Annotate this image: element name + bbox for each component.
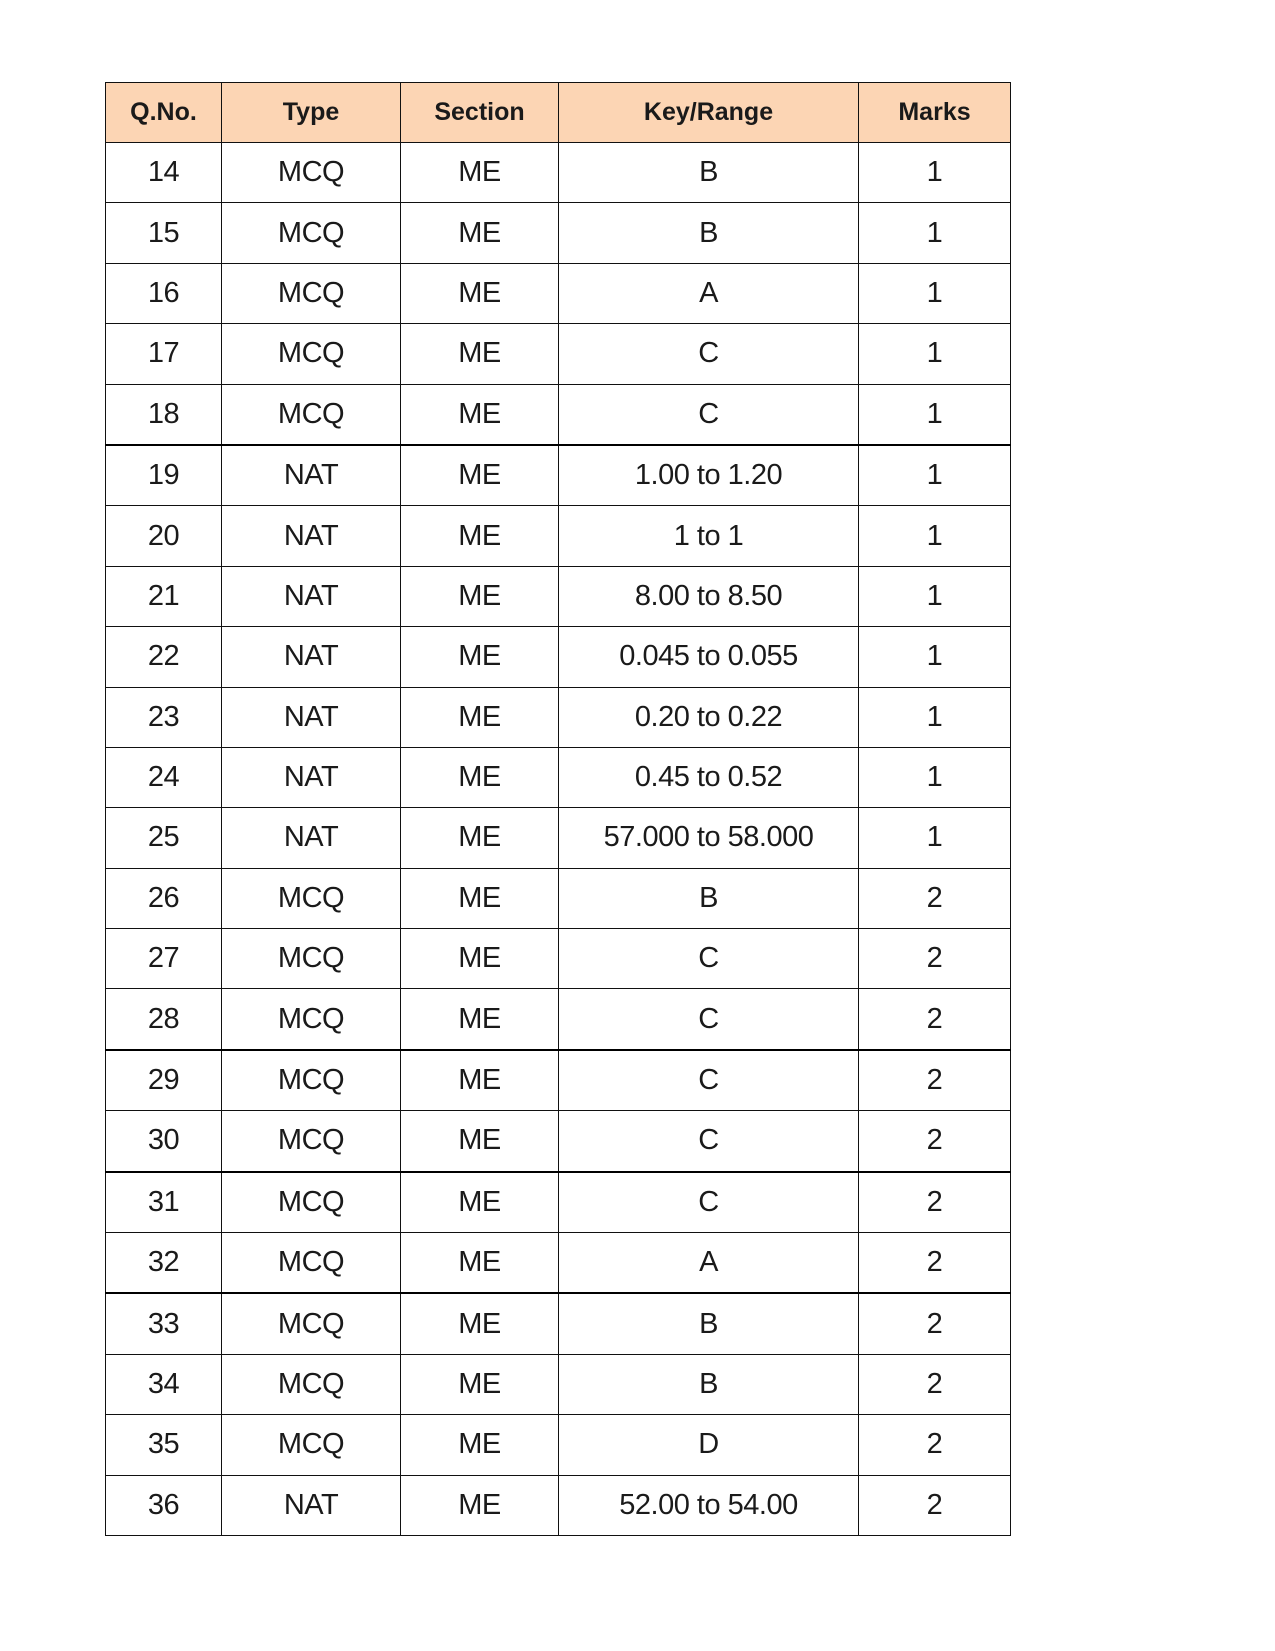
cell-key: 0.20 to 0.22 <box>559 687 859 747</box>
cell-marks: 1 <box>859 506 1011 566</box>
cell-qno: 30 <box>106 1111 222 1172</box>
cell-qno: 28 <box>106 989 222 1050</box>
cell-type: NAT <box>222 445 401 506</box>
table-row <box>106 868 1011 928</box>
cell-marks: 1 <box>859 747 1011 807</box>
cell-section: ME <box>401 1172 559 1233</box>
table-row <box>106 808 1011 868</box>
cell-type: MCQ <box>222 868 401 928</box>
table-row <box>106 445 1011 506</box>
cell-key: D <box>559 1415 859 1475</box>
cell-type: MCQ <box>222 929 401 989</box>
cell-marks: 1 <box>859 566 1011 626</box>
cell-key: 0.045 to 0.055 <box>559 627 859 687</box>
cell-marks: 1 <box>859 203 1011 263</box>
cell-type: MCQ <box>222 989 401 1050</box>
cell-marks: 2 <box>859 1111 1011 1172</box>
cell-type: NAT <box>222 747 401 807</box>
cell-type: MCQ <box>222 1354 401 1414</box>
cell-marks: 1 <box>859 324 1011 384</box>
header-section: Section <box>401 83 559 143</box>
table-header <box>106 83 1011 143</box>
cell-section: ME <box>401 989 559 1050</box>
cell-section: ME <box>401 1475 559 1535</box>
cell-type: MCQ <box>222 1172 401 1233</box>
cell-marks: 2 <box>859 1415 1011 1475</box>
answer-key-table <box>105 82 1011 1536</box>
cell-type: MCQ <box>222 384 401 445</box>
cell-type: NAT <box>222 1475 401 1535</box>
cell-key: B <box>559 203 859 263</box>
table-row <box>106 989 1011 1050</box>
cell-qno: 18 <box>106 384 222 445</box>
header-key-range: Key/Range <box>559 83 859 143</box>
cell-marks: 1 <box>859 687 1011 747</box>
table-row <box>106 1050 1011 1111</box>
cell-qno: 24 <box>106 747 222 807</box>
cell-type: MCQ <box>222 1111 401 1172</box>
cell-marks: 1 <box>859 445 1011 506</box>
cell-qno: 15 <box>106 203 222 263</box>
cell-key: C <box>559 384 859 445</box>
cell-qno: 22 <box>106 627 222 687</box>
cell-type: NAT <box>222 627 401 687</box>
cell-section: ME <box>401 1293 559 1354</box>
cell-marks: 2 <box>859 1475 1011 1535</box>
table-row <box>106 1293 1011 1354</box>
cell-key: 1 to 1 <box>559 506 859 566</box>
cell-type: MCQ <box>222 203 401 263</box>
header-row <box>106 83 1011 143</box>
cell-qno: 31 <box>106 1172 222 1233</box>
table-row <box>106 506 1011 566</box>
cell-section: ME <box>401 566 559 626</box>
cell-key: B <box>559 1354 859 1414</box>
cell-qno: 21 <box>106 566 222 626</box>
cell-section: ME <box>401 384 559 445</box>
table-row <box>106 384 1011 445</box>
cell-type: NAT <box>222 808 401 868</box>
cell-section: ME <box>401 1415 559 1475</box>
cell-section: ME <box>401 324 559 384</box>
header-type: Type <box>222 83 401 143</box>
cell-marks: 2 <box>859 1354 1011 1414</box>
cell-type: MCQ <box>222 1415 401 1475</box>
cell-qno: 29 <box>106 1050 222 1111</box>
cell-type: MCQ <box>222 1293 401 1354</box>
cell-section: ME <box>401 1111 559 1172</box>
cell-qno: 36 <box>106 1475 222 1535</box>
cell-qno: 27 <box>106 929 222 989</box>
table-row <box>106 1233 1011 1294</box>
table-row <box>106 324 1011 384</box>
cell-qno: 33 <box>106 1293 222 1354</box>
table-row <box>106 929 1011 989</box>
cell-qno: 19 <box>106 445 222 506</box>
cell-marks: 2 <box>859 868 1011 928</box>
table-row <box>106 263 1011 323</box>
cell-marks: 1 <box>859 143 1011 203</box>
cell-section: ME <box>401 808 559 868</box>
cell-section: ME <box>401 263 559 323</box>
cell-marks: 2 <box>859 1050 1011 1111</box>
cell-key: 52.00 to 54.00 <box>559 1475 859 1535</box>
cell-key: B <box>559 143 859 203</box>
cell-section: ME <box>401 1050 559 1111</box>
cell-type: NAT <box>222 506 401 566</box>
table-row <box>106 143 1011 203</box>
cell-marks: 2 <box>859 1172 1011 1233</box>
cell-marks: 1 <box>859 808 1011 868</box>
cell-type: NAT <box>222 566 401 626</box>
table-row <box>106 747 1011 807</box>
table-row <box>106 1475 1011 1535</box>
cell-section: ME <box>401 1354 559 1414</box>
cell-key: B <box>559 1293 859 1354</box>
cell-section: ME <box>401 445 559 506</box>
cell-key: C <box>559 324 859 384</box>
cell-qno: 34 <box>106 1354 222 1414</box>
cell-section: ME <box>401 203 559 263</box>
cell-qno: 26 <box>106 868 222 928</box>
table-row <box>106 566 1011 626</box>
table-row <box>106 1354 1011 1414</box>
header-qno: Q.No. <box>106 83 222 143</box>
cell-qno: 23 <box>106 687 222 747</box>
table-row <box>106 687 1011 747</box>
table-row <box>106 1172 1011 1233</box>
cell-key: C <box>559 989 859 1050</box>
cell-key: C <box>559 1050 859 1111</box>
cell-key: 8.00 to 8.50 <box>559 566 859 626</box>
cell-qno: 14 <box>106 143 222 203</box>
cell-marks: 1 <box>859 384 1011 445</box>
cell-section: ME <box>401 506 559 566</box>
cell-marks: 1 <box>859 263 1011 323</box>
table-row <box>106 203 1011 263</box>
cell-type: MCQ <box>222 1050 401 1111</box>
cell-type: MCQ <box>222 324 401 384</box>
cell-key: C <box>559 1111 859 1172</box>
table-row <box>106 627 1011 687</box>
table-body <box>106 143 1011 1536</box>
cell-section: ME <box>401 929 559 989</box>
cell-section: ME <box>401 868 559 928</box>
cell-type: MCQ <box>222 143 401 203</box>
header-marks: Marks <box>859 83 1011 143</box>
cell-marks: 1 <box>859 627 1011 687</box>
cell-section: ME <box>401 687 559 747</box>
cell-section: ME <box>401 143 559 203</box>
cell-qno: 35 <box>106 1415 222 1475</box>
cell-marks: 2 <box>859 989 1011 1050</box>
cell-section: ME <box>401 747 559 807</box>
cell-key: A <box>559 1233 859 1294</box>
cell-key: 0.45 to 0.52 <box>559 747 859 807</box>
cell-type: MCQ <box>222 1233 401 1294</box>
cell-section: ME <box>401 627 559 687</box>
cell-marks: 2 <box>859 929 1011 989</box>
cell-key: 57.000 to 58.000 <box>559 808 859 868</box>
cell-qno: 20 <box>106 506 222 566</box>
cell-key: 1.00 to 1.20 <box>559 445 859 506</box>
cell-qno: 16 <box>106 263 222 323</box>
cell-key: B <box>559 868 859 928</box>
cell-qno: 25 <box>106 808 222 868</box>
cell-qno: 32 <box>106 1233 222 1294</box>
cell-key: A <box>559 263 859 323</box>
cell-type: NAT <box>222 687 401 747</box>
cell-key: C <box>559 1172 859 1233</box>
table-row <box>106 1415 1011 1475</box>
cell-section: ME <box>401 1233 559 1294</box>
cell-marks: 2 <box>859 1293 1011 1354</box>
cell-marks: 2 <box>859 1233 1011 1294</box>
cell-qno: 17 <box>106 324 222 384</box>
cell-key: C <box>559 929 859 989</box>
table-row <box>106 1111 1011 1172</box>
cell-type: MCQ <box>222 263 401 323</box>
